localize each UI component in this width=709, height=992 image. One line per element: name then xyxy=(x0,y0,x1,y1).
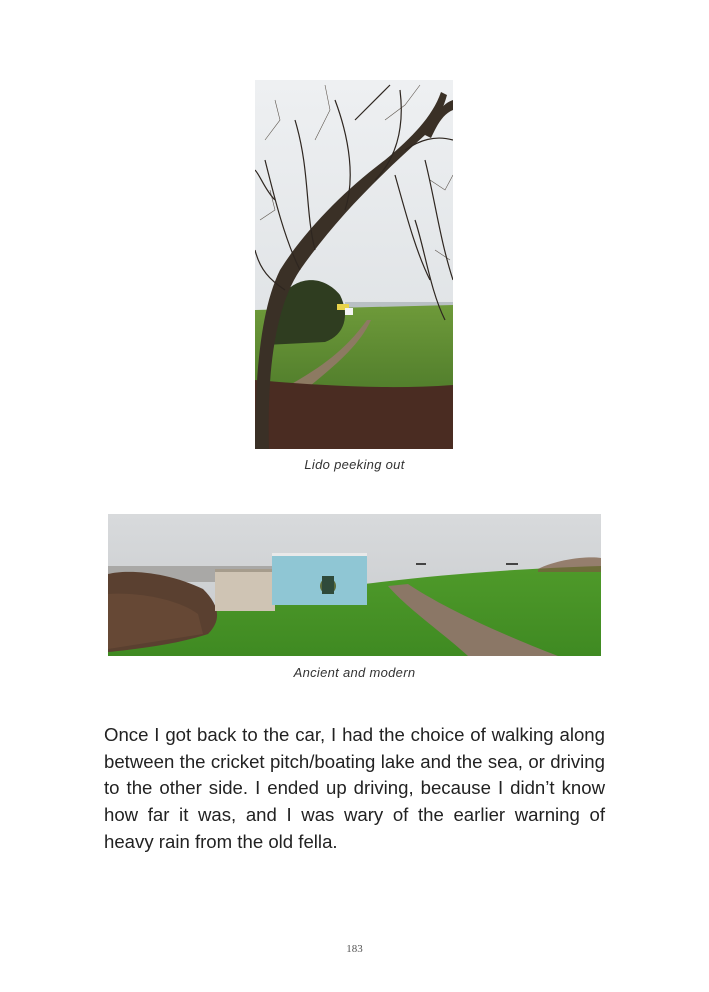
figure-caption: Lido peeking out xyxy=(304,457,405,472)
photo-ancient-and-modern xyxy=(108,514,601,656)
figure-caption: Ancient and modern xyxy=(293,665,416,680)
body-paragraph: Once I got back to the car, I had the choice of walking along between the cricket pitch/boating lake and the sea, or driving to the other side. I ended up driving, because I didn’t know how far it was, and I was wary of the earlier warning of heavy rain from the old fella. xyxy=(104,724,605,852)
page-number: 183 xyxy=(346,943,363,955)
photo-lido-peeking-out xyxy=(255,80,453,449)
